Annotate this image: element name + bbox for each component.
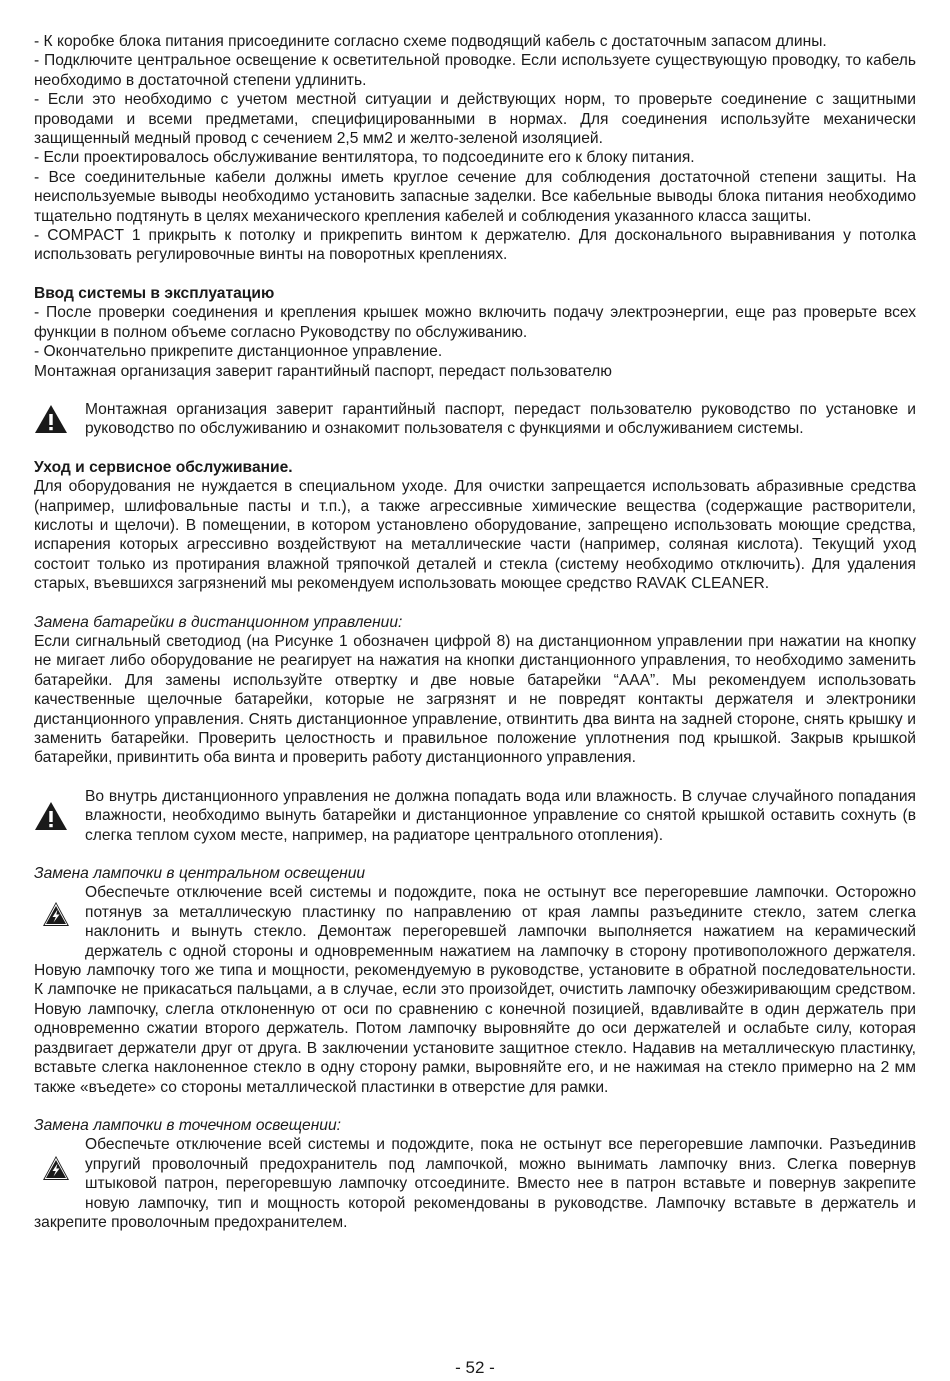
warning-triangle-lightning-icon <box>42 901 70 927</box>
install-step: - Подключите центральное освещение к осветительной проводке. Если используете существующую проводку, то кабель необходимо в достаточной степени удлинить. <box>34 52 916 89</box>
warning-triangle-exclamation-icon <box>34 801 68 831</box>
lamp-spot-text: Обеспечьте отключение всей системы и подождите, пока не остынут все перегоревшие лампочки. Разъединив упругий проволочный предохранитель под лампочкой, можно вынимать лампочку вниз. Слегка повернув штыковой патрон, перегоревшую лампочку отсоедините. Вместо нее в патрон вставьте и повернув закрепите новую лампочку, тип и мощность которой рекомендованы в руководстве. Лампочку вставьте в держатель и закрепите проволочным предохранителем. <box>34 1136 916 1231</box>
care-heading: Уход и сервисное обслуживание. <box>34 458 293 476</box>
lamp-central-block <box>34 883 916 1096</box>
lamp-spot-block <box>34 1135 916 1232</box>
commissioning-line: - Окончательно прикрепите дистанционное управление. <box>34 343 443 361</box>
lamp-spot-heading: Замена лампочки в точечном освещении: <box>34 1116 341 1134</box>
install-step: - К коробке блока питания присоедините согласно схеме подводящий кабель с достаточным запасом длины. <box>34 33 827 50</box>
page-number: - 52 - <box>455 1358 495 1377</box>
install-step: - Если это необходимо с учетом местной ситуации и действующих норм, то проверьте соединение с защитными проводами и всеми предметами, специфицированными в нормах. Для соединения используйте механически защищенный медный провод с сечением 2,5 мм2 и желто-зеленой изоляцией. <box>34 91 916 148</box>
installation-steps <box>34 32 916 265</box>
warning-text: Монтажная организация заверит гарантийный паспорт, передаст пользователю руководство по установке и руководство по обслуживанию и ознакомит пользователя с функциями и обслуживанием системы. <box>85 400 916 438</box>
commissioning-heading: Ввод системы в эксплуатацию <box>34 284 275 302</box>
battery-text: Если сигнальный светодиод (на Рисунке 1 обозначен цифрой 8) на дистанционном управлении при нажатии на кнопку не мигает либо оборудование не реагирует на нажатия на кнопки дистанционного управления, то необходимо заменить батарейки. Для замены используйте отвертку и две новые батарейки “AAA”. Мы рекомендуем использовать качественные щелочные батарейки, которые не загрязнят и не повредят контакты держателя и электроники дистанционного управления. Снять дистанционное управление, отвинтить два винта на задней стороне, снять крышку и заменить батарейки. Проверить целостность и правильное положение уплотнения под крышкой. Закрыв крышкой батарейки, привинтить оба винта и проверить работу дистанционного управления. <box>34 632 916 767</box>
commissioning-line: Монтажная организация заверит гарантийный паспорт, передаст пользователю <box>34 362 612 380</box>
lamp-central-heading: Замена лампочки в центральном освещении <box>34 865 366 883</box>
install-step: - Если проектировалось обслуживание вентилятора, то подсоедините его к блоку питания. <box>34 149 695 167</box>
install-step: - Все соединительные кабели должны иметь круглое сечение для соблюдения достаточной степени защиты. На неиспользуемые выводы необходимо установить запасные заделки. Все кабельные выводы блока питания необходимо тщательно подтянуть в целях механического крепления кабелей и соблюдения указанного класса защиты. <box>34 168 916 225</box>
battery-heading: Замена батарейки в дистанционном управлении: <box>34 613 403 631</box>
warning-triangle-lightning-icon <box>42 1155 70 1181</box>
install-step: - COMPACT 1 прикрыть к потолку и прикрепить винтом к держателю. Для досконального выравнивания у потолка использовать регулировочные винты на поворотных креплениях. <box>34 227 916 264</box>
commissioning-line: - После проверки соединения и крепления крышек можно включить подачу электроэнергии, еще раз проверьте всех функции в полном объеме согласно Руководству по обслуживанию. <box>34 304 916 341</box>
lamp-central-text: Обеспечьте отключение всей системы и подождите, пока не остынут все перегоревшие лампочки. Осторожно потянув за металлическую пластинку по направлению от края лампы разъедините стекло, затем слегка наклонить и вынуть стекло. Демонтаж перегоревшей лампочки выполняется нажатием на керамический держатель с одной стороны и одновременным нажатием на лампочку в сторону противоположного держателя. Новую лампочку того же типа и мощности, рекомендуемую в руководстве, установите в обратной последовательности. К лампочке не прикасаться пальцами, а в случае, если это произойдет, очистить лампочку обезжиривающим средством. Новую лампочку, слегла отклоненную от оси по сравнению с конечной позицией, вдавливайте в один держатель при одновременно сжатии второго держатель. Потом лампочку выровняйте до оси держателей и ослабьте силу, которая раздвигает держатели друг от друга. В заключении установите защитное стекло. Надавив на металлическую пластинку, вставьте слегка наклоненное стекло в одну сторону рамки, выровняйте его, и не нажимая на стекло примерно на 2 мм также «въедете» со стороны металлической пластинки в отверстие для рамки. <box>34 884 916 1096</box>
care-text: Для оборудования не нуждается в специальном уходе. Для очистки запрещается использовать абразивные средства (например, шлифовальные пасты и т.п.), а также агрессивные химические вещества (содержащие растворители, кислоты и щелочи). В помещении, в котором установлено оборудование, запрещено использовать моющие средства, испарения которых агрессивно воздействуют на металлические части (например, соляная кислота). Текущий уход состоит только из протирания влажной тряпочкой деталей и стекла (систему необходимо отключить). Для удаления старых, въевшихся загрязнений мы рекомендуем использовать моющее средство RAVAK CLEANER. <box>34 478 916 593</box>
warning-text: Во внутрь дистанционного управления не должна попадать вода или влажность. В случае случайного попадания влажности, необходимо вынуть батарейки и дистанционное управление со снятой крышкой оставить сохнуть (в слегка теплом сухом месте, например, на радиаторе центрального отопления). <box>85 787 916 844</box>
commissioning-warning <box>34 400 916 439</box>
warning-triangle-exclamation-icon <box>34 404 68 434</box>
document-page <box>34 32 916 1232</box>
battery-warning <box>34 787 916 845</box>
